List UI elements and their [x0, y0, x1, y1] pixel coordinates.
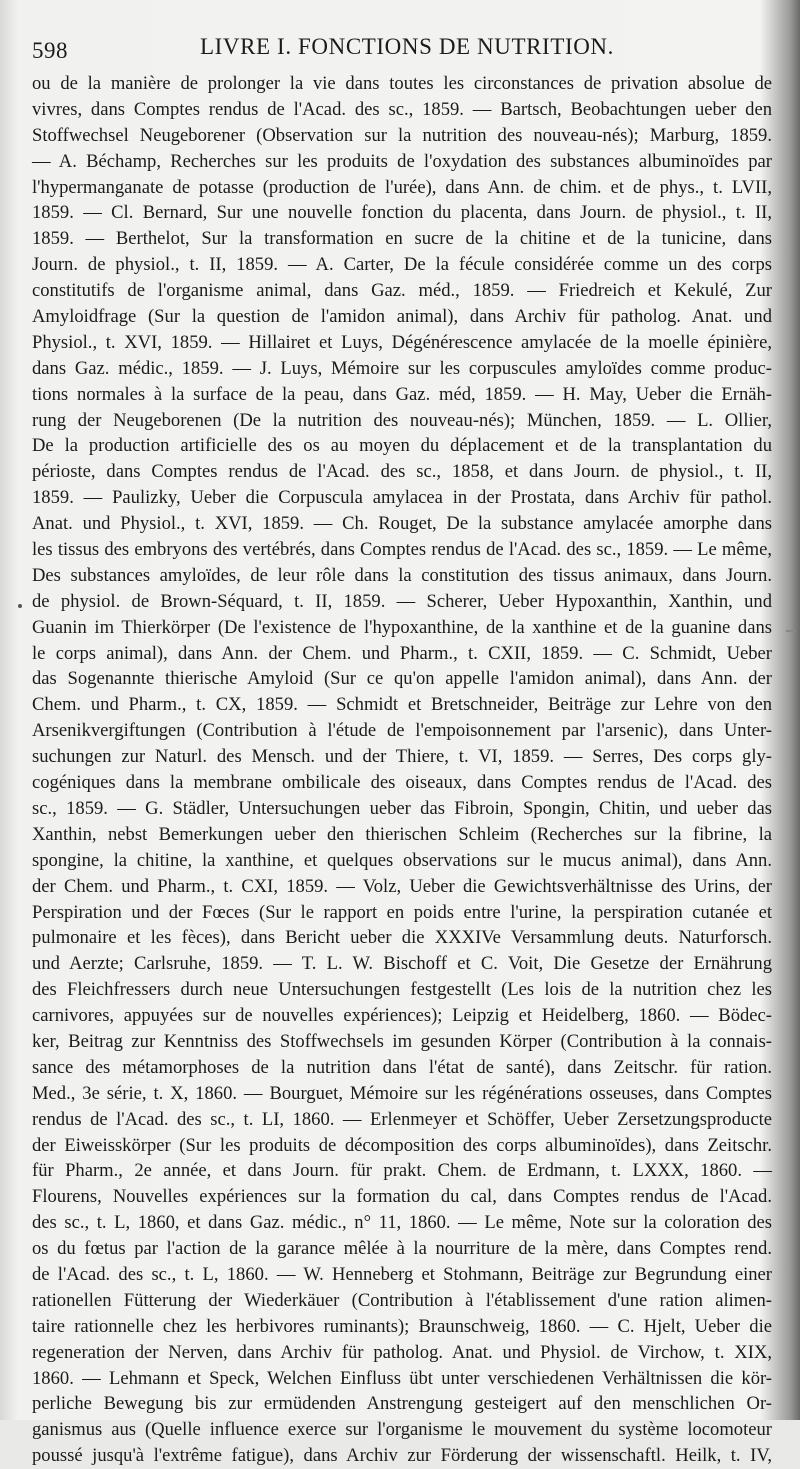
text-line: 1859. — Berthelot, Sur la transformation en sucre de la chitine et de la tunicine, dans	[32, 228, 772, 250]
margin-mark	[786, 630, 796, 632]
text-line: Perspiration und der Fœces (Sur le rapport en poids entre l'urine, la perspiration cutanée et	[32, 901, 772, 923]
text-line: — A. Béchamp, Recherches sur les produits de l'oxydation des substances albuminoïdes par	[32, 150, 772, 172]
text-line: Med., 3e série, t. X, 1860. — Bourguet, Mémoire sur les régénérations osseuses, dans Comptes	[32, 1082, 772, 1104]
text-line: tions normales à la surface de la peau, dans Gaz. méd, 1859. — H. May, Ueber die Ernäh-	[32, 383, 772, 405]
text-line: Stoffwechsel Neugeborener (Observation sur la nutrition des nouveau-nés); Marburg, 1859.	[32, 124, 772, 146]
text-line: cogéniques dans la membrane ombilicale des oiseaux, dans Comptes rendus de l'Acad. des	[32, 772, 772, 794]
text-line: der Eiweisskörper (Sur les produits de décomposition des corps albuminoïdes), dans Zeitschr.	[32, 1134, 772, 1156]
text-line: Journ. de physiol., t. II, 1859. — A. Carter, De la fécule considérée comme un des corps	[32, 254, 772, 276]
margin-speck	[18, 604, 22, 608]
text-line: das Sogenannte thierische Amyloid (Sur ce qu'on appelle l'amidon animal), dans Ann. der	[32, 668, 772, 690]
text-line: und Aerzte; Carlsruhe, 1859. — T. L. W. Bischoff et C. Voit, Die Gesetze der Ernährung	[32, 953, 772, 975]
text-line: perliche Bewegung bis zur ermüdenden Anstrengung gesteigert auf den menschlichen Or-	[32, 1393, 772, 1415]
text-line: Chem. und Pharm., t. CX, 1859. — Schmidt et Bretschneider, Beiträge zur Lehre von den	[32, 694, 772, 716]
text-line: pulmonaire et les fèces), dans Bericht ueber die XXXIVe Versammlung deuts. Naturforsch.	[32, 927, 772, 949]
text-line: ou de la manière de prolonger la vie dans toutes les circonstances de privation absolue de	[32, 73, 772, 94]
text-line: suchungen zur Naturl. des Mensch. und der Thiere, t. VI, 1859. — Serres, Des corps gly-	[32, 746, 772, 768]
text-line: les tissus des embryons des vertébrés, dans Comptes rendus de l'Acad. des sc., 1859. — Le même,	[32, 539, 772, 561]
text-line: rationellen Fütterung der Wiederkäuer (Contribution à l'établissement d'une ration alimen-	[32, 1289, 772, 1311]
running-title: LIVRE I. FONCTIONS DE NUTRITION.	[200, 34, 614, 59]
text-line: Des substances amyloïdes, de leur rôle dans la constitution des tissus animaux, dans Journ.	[32, 564, 772, 586]
text-line: de l'Acad. des sc., t. L, 1860. — W. Henneberg et Stohmann, Beiträge zur Begrundung einer	[32, 1263, 772, 1285]
text-line: 1859. — Cl. Bernard, Sur une nouvelle fonction du placenta, dans Journ. de physiol., t. II,	[32, 202, 772, 224]
text-line: Amyloidfrage (Sur la question de l'amidon animal), dans Archiv für patholog. Anat. und	[32, 306, 772, 328]
text-line: rung der Neugeborenen (De la nutrition des nouveau-nés); München, 1859. — L. Ollier,	[32, 409, 772, 431]
text-line: carnivores, appuyées sur de nouvelles expériences); Leipzig et Heidelberg, 1860. — Bödec-	[32, 1005, 772, 1027]
bibliography-text	[32, 71, 772, 1469]
page-number: 598	[32, 38, 68, 63]
text-line: Arsenikvergiftungen (Contribution à l'étude de l'empoisonnement par l'arsenic), dans Unter-	[32, 720, 772, 742]
text-line: Physiol., t. XVI, 1859. — Hillairet et Luys, Dégénérescence amylacée de la moelle épinière,	[32, 331, 772, 353]
text-line: sance des métamorphoses de la nutrition dans l'état de santé), dans Zeitschr. für ration.	[32, 1056, 772, 1078]
text-line: constitutifs de l'organisme animal, dans Gaz. méd., 1859. — Friedreich et Kekulé, Zur	[32, 280, 772, 302]
text-line: sc., 1859. — G. Städler, Untersuchungen ueber das Fibroin, Spongin, Chitin, und ueber das	[32, 797, 772, 819]
text-line: spongine, la chitine, la xanthine, et quelques observations sur le mucus animal), dans Ann.	[32, 849, 772, 871]
text-line: ganismus aus (Quelle influence exerce sur l'organisme le mouvement du système locomoteur	[32, 1419, 772, 1441]
text-line: de physiol. de Brown-Séquard, t. II, 1859. — Scherer, Ueber Hypoxanthin, Xanthin, und	[32, 590, 772, 612]
text-line: Flourens, Nouvelles expériences sur la formation du cal, dans Comptes rendus de l'Acad.	[32, 1186, 772, 1208]
text-line: 1860. — Lehmann et Speck, Welchen Einfluss übt unter verschiedenen Verhältnissen die kör-	[32, 1367, 772, 1389]
text-line: regeneration der Nerven, dans Archiv für patholog. Anat. und Physiol. de Virchow, t. XIX,	[32, 1341, 772, 1363]
page-header	[32, 28, 772, 68]
text-line: Xanthin, nebst Bemerkungen ueber den thierischen Schleim (Recherches sur la fibrine, la	[32, 823, 772, 845]
text-line: 1859. — Paulizky, Ueber die Corpuscula amylacea in der Prostata, dans Archiv für pathol.	[32, 487, 772, 509]
text-line: le corps animal), dans Ann. der Chem. und Pharm., t. CXII, 1859. — C. Schmidt, Ueber	[32, 642, 772, 664]
text-line: des sc., t. L, 1860, et dans Gaz. médic., n° 11, 1860. — Le même, Note sur la coloration des	[32, 1212, 772, 1234]
text-line: Guanin im Thierkörper (De l'existence de l'hypoxanthine, de la xanthine et de la guanine dans	[32, 616, 772, 638]
text-line: taire rationnelle chez les herbivores ruminants); Braunschweig, 1860. — C. Hjelt, Ueber die	[32, 1315, 772, 1337]
text-line: os du fœtus par l'action de la garance mêlée à la nourriture de la mère, dans Comptes rend.	[32, 1238, 772, 1260]
text-line: vivres, dans Comptes rendus de l'Acad. des sc., 1859. — Bartsch, Beobachtungen ueber den	[32, 98, 772, 120]
text-line: des Fleichfressers durch neue Untersuchungen festgestellt (Les lois de la nutrition chez les	[32, 979, 772, 1001]
text-line: für Pharm., 2e année, et dans Journ. für prakt. Chem. de Erdmann, t. LXXX, 1860. —	[32, 1160, 772, 1182]
text-line: De la production artificielle des os au moyen du déplacement et de la transplantation du	[32, 435, 772, 457]
text-line: poussé jusqu'à l'extrême fatigue), dans Archiv zur Förderung der wissenschaftl. Heilk, t. IV,	[32, 1445, 772, 1467]
text-line: der Chem. und Pharm., t. CXI, 1859. — Volz, Ueber die Gewichtsverhältnisse des Urins, der	[32, 875, 772, 897]
text-line: dans Gaz. médic., 1859. — J. Luys, Mémoire sur les corpuscules amyloïdes comme produc-	[32, 357, 772, 379]
text-line: ker, Beitrag zur Kenntniss des Stoffwechsels im gesunden Körper (Contribution à la connais-	[32, 1030, 772, 1052]
text-line: Anat. und Physiol., t. XVI, 1859. — Ch. Rouget, De la substance amylacée amorphe dans	[32, 513, 772, 535]
text-line: périoste, dans Comptes rendus de l'Acad. des sc., 1858, et dans Journ. de physiol., t. II,	[32, 461, 772, 483]
text-line: rendus de l'Acad. des sc., t. LI, 1860. — Erlenmeyer et Schöffer, Ueber Zersetzungsproducte	[32, 1108, 772, 1130]
text-line: l'hypermanganate de potasse (production de l'urée), dans Ann. de chim. et de phys., t. LVII,	[32, 176, 772, 198]
